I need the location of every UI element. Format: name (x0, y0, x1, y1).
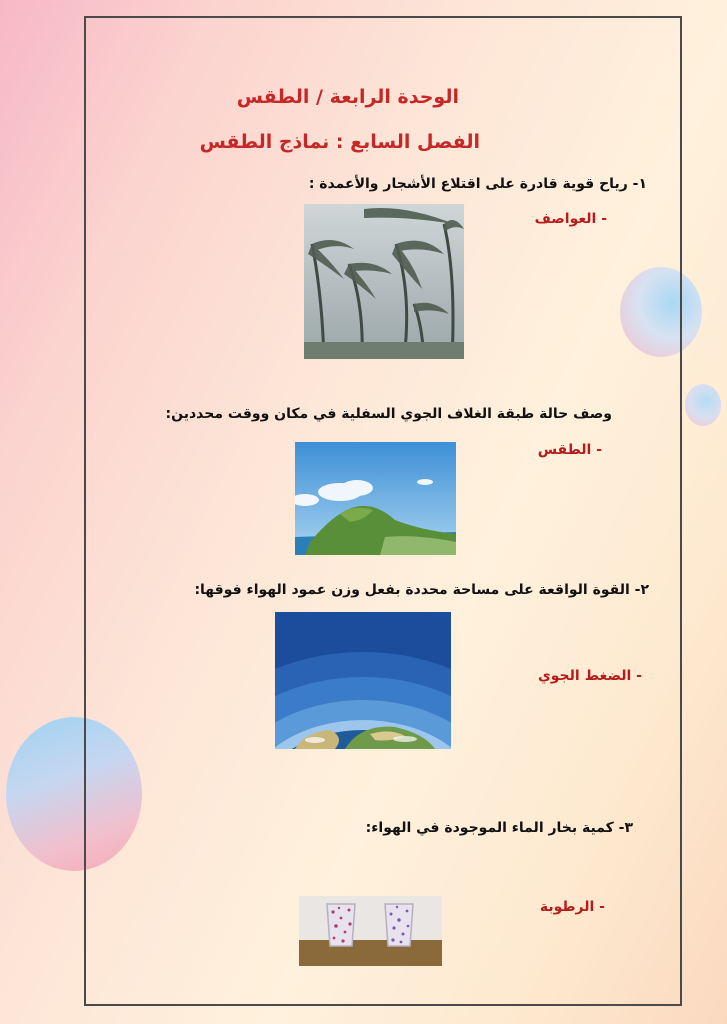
question-4: ٣- كمية بخار الماء الموجودة في الهواء: (365, 820, 633, 836)
island-sky-image (295, 442, 456, 555)
earth-atmosphere-image (275, 612, 451, 749)
question-1: ١- رياح قوية قادرة على اقتلاع الأشجار والأعمدة : (308, 176, 647, 192)
answer-2: - الطقس (537, 442, 602, 458)
answer-4: - الرطوبة (539, 899, 605, 915)
question-2: وصف حالة طبقة الغلاف الجوي السفلية في مكان ووقت محددين: (165, 406, 612, 422)
humidity-glasses-image (299, 896, 442, 966)
answer-3: - الضغط الجوي (537, 668, 642, 684)
storm-palm-trees-image (304, 204, 464, 359)
unit-title: الوحدة الرابعة / الطقس (236, 86, 459, 108)
question-3: ٢- القوة الواقعة على مساحة محددة بفعل وزن عمود الهواء فوقها: (194, 582, 649, 598)
decorative-circle (685, 384, 721, 426)
chapter-title: الفصل السابع : نماذج الطقس (199, 131, 480, 153)
answer-1: - العواصف (534, 211, 607, 227)
